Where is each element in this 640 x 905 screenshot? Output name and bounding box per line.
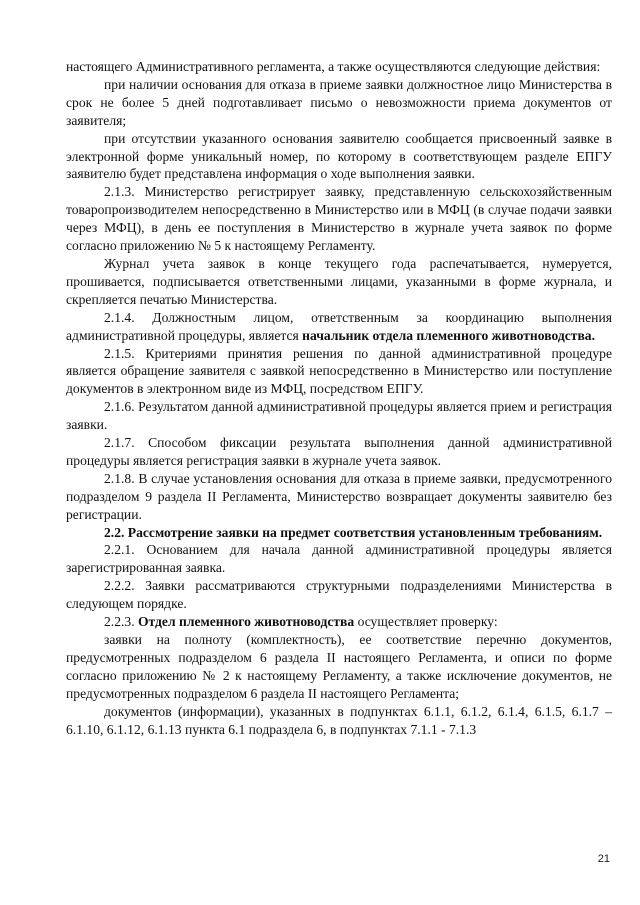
paragraph — [66, 76, 612, 130]
text-run: 2.1.3. Министерство регистрирует заявку, представленную сельскохозяйственным товаропроизводителем непосредственно в Министерство или в МФЦ (в случае подачи заявки через МФЦ), в день ее поступления в Министерство в журнале учета заявок по форме согласно приложению № 5 к настоящему Регламенту. — [66, 184, 612, 254]
page-number: 21 — [597, 853, 610, 865]
text-run: 2.2.1. Основанием для начала данной административной процедуры является зарегистрированная заявка. — [66, 542, 612, 576]
text-run: 2.1.7. Способом фиксации результата выполнения данной административной процедуры является регистрация заявки в журнале учета заявок. — [66, 435, 612, 468]
bold-text-run: 2.2. Рассмотрение заявки на предмет соответствия установленным требованиям. — [104, 524, 603, 540]
text-run: осуществляет проверку: — [354, 614, 498, 630]
paragraph — [66, 613, 612, 631]
text-run: при отсутствии указанного основания заявителю сообщается присвоенный заявке в электронной форме уникальный номер, по которому в соответствующем разделе ЕПГУ заявителю будет представлена информация о ходе выполнения заявки. — [66, 130, 612, 182]
text-run: 2.2.3. — [104, 614, 138, 630]
text-run: 2.1.8. В случае установления основания для отказа в приеме заявки, предусмотренного подразделом 9 раздела II Регламента, Министерство возвращает документы заявителю без регистрации. — [66, 470, 612, 522]
text-run: 2.1.5. Критериями принятия решения по данной административной процедуре является обращение заявителя с заявкой непосредственно в Министерство или поступление документов в электронном виде из МФЦ, посредством ЕПГУ. — [66, 345, 612, 397]
paragraph — [66, 183, 612, 255]
paragraph — [66, 541, 612, 577]
paragraph — [66, 577, 612, 613]
text-run: 2.2.2. Заявки рассматриваются структурными подразделениями Министерства в следующем порядке. — [66, 578, 612, 612]
text-run: заявки на полноту (комплектность), ее соответствие перечню документов, предусмотренных подразделом 6 раздела II настоящего Регламента, и описи по форме согласно приложению № 2 к настоящему Регламенту, а также исключение документов, не предусмотренных подразделом 6 раздела II настоящего Регламента; — [66, 632, 612, 701]
paragraph — [66, 345, 612, 399]
body-text — [66, 58, 612, 738]
paragraph — [66, 130, 612, 184]
paragraph — [66, 470, 612, 524]
text-run: 2.1.4. Должностным лицом, ответственным за координацию выполнения административной процедуры, является — [66, 309, 612, 343]
bold-text-run: начальник отдела племенного животноводства. — [302, 327, 595, 343]
paragraph — [66, 703, 612, 739]
paragraph — [66, 398, 612, 434]
text-run: 2.1.6. Результатом данной административной процедуры является прием и регистрация заявки. — [66, 399, 612, 433]
paragraph — [66, 434, 612, 470]
paragraph — [66, 631, 612, 703]
text-run: настоящего Административного регламента, а также осуществляются следующие действия: — [66, 59, 601, 74]
paragraph — [66, 309, 612, 345]
text-run: Журнал учета заявок в конце текущего года распечатывается, нумеруется, прошивается, подписывается ответственными лицами, указанными в форме журнала, и скрепляется печатью Министерства. — [66, 255, 612, 307]
bold-text-run: Отдел племенного животноводства — [137, 614, 355, 630]
paragraph — [66, 255, 612, 309]
text-run: при наличии основания для отказа в приеме заявки должностное лицо Министерства в срок не более 5 дней подготавливает письмо о невозможности приема документов от заявителя; — [66, 76, 612, 128]
paragraph — [66, 58, 612, 76]
paragraph — [66, 524, 612, 542]
text-run: документов (информации), указанных в подпунктах 6.1.1, 6.1.2, 6.1.4, 6.1.5, 6.1.7 – 6.1.10, 6.1.12, 6.1.13 пункта 6.1 подраздела 6, в подпунктах 7.1.1 - 7.1.3 — [66, 703, 612, 737]
